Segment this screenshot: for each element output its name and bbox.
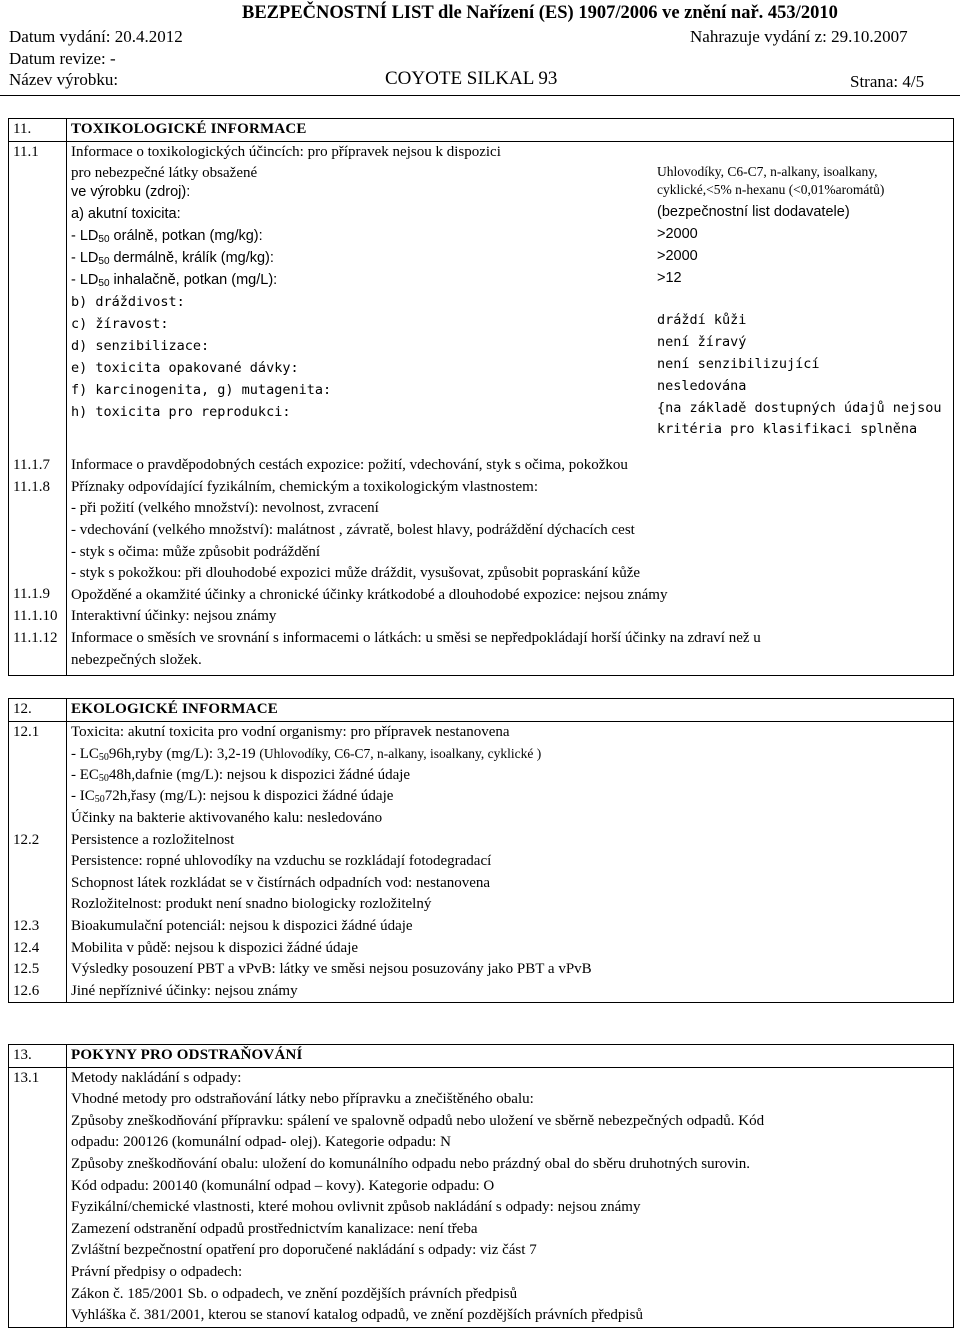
tox-label: d) senzibilizace: [71, 338, 210, 355]
section-13-body [67, 1067, 954, 1327]
page-number: Strana: 4/5 [850, 72, 925, 91]
tox-label: a) akutní toxicita: [71, 206, 181, 223]
section-11-number: 11. [9, 119, 67, 142]
toxicity-block [71, 163, 949, 455]
tox-value: >2000 [657, 226, 698, 243]
tox-label-ld50-dermal: - $LD_{50}$ dermálně, králík (mg/kg): [71, 250, 274, 268]
lc50-line: - $LC_{50}96h,ryby$ (mg/L): 3,2-19 (Uhlovodíky, C6-C7, n-alkany, isoalkany, cyklické ) [71, 746, 542, 764]
subsection-number: 12.1 [13, 723, 40, 740]
tox-label-ld50-oral: - $LD_{50}$ orálně, potkan (mg/kg): [71, 228, 263, 246]
subsection-number: 12.3 [13, 917, 40, 934]
subsection-number: 11.1.12 [13, 629, 58, 646]
disposal-line: Fyzikální/chemické vlastnosti, které mohou ovlivnit způsob nakládání s odpady: nejsou známy [71, 1199, 641, 1216]
tox-value: (bezpečnostní list dodavatele) [657, 204, 850, 221]
subsection-number: 12.4 [13, 939, 40, 956]
issue-date: Datum vydání: 20.4.2012 [9, 27, 183, 46]
section-12 [8, 698, 954, 1003]
disposal-line: Způsoby zneškodňování obalu: uložení do komunálního odpadu nebo prázdný obal do sběru druhotných surovin. [71, 1155, 751, 1172]
toxicity-title: Toxicita: akutní toxicita pro vodní organismy: pro přípravek nestanovena [71, 723, 510, 740]
ic50-line: - $IC_{50}72h,řasy$ (mg/L): nejsou k dispozici žádné údaje [71, 788, 394, 806]
mixture-info-line: Informace o směsích ve srovnání s informacemi o látkách: u směsi se nepředpokládají horší účinky na zdraví než u [71, 629, 761, 646]
subsection-number: 11.1.10 [13, 607, 58, 624]
delayed-effects: Opožděné a okamžité účinky a chronické účinky krátkodobé a dlouhodobé expozice: nejsou známy [71, 586, 668, 603]
tox-value: kritéria pro klasifikaci splněna [657, 421, 918, 438]
subsection-number: 12.6 [13, 982, 40, 999]
bacteria-effects: Účinky na bakterie aktivovaného kalu: nesledováno [71, 809, 383, 826]
tox-label: pro nebezpečné látky obsažené [71, 165, 258, 182]
tox-label: ve výrobku (zdroj): [71, 184, 191, 201]
tox-label-ld50-inhal: - $LD_{50}$ inhalačně, potkan (mg/L): [71, 272, 278, 290]
tox-label: c) žíravost: [71, 316, 169, 333]
tox-value: není žíravý [657, 334, 747, 351]
bioaccumulation: Bioakumulační potenciál: nejsou k dispozici žádné údaje [71, 917, 413, 934]
tox-value: {na základě dostupných údajů nejsou [657, 400, 942, 417]
subsection-number: 11.1.9 [13, 586, 50, 603]
section-12-subnumbers [9, 721, 67, 1003]
subsection-number: 12.2 [13, 831, 40, 848]
interactive-effects: Interaktivní účinky: nejsou známy [71, 608, 277, 625]
symptoms-line: - při požití (velkého množství): nevolnost, zvracení [71, 500, 379, 517]
mixture-info-line: nebezpečných složek. [71, 651, 202, 668]
persistence-line: Persistence a rozložitelnost [71, 831, 235, 848]
subsection-number: 13.1 [13, 1069, 40, 1086]
disposal-line: Metody nakládání s odpady: [71, 1069, 242, 1086]
other-effects: Jiné nepříznivé účinky: nejsou známy [71, 982, 298, 999]
persistence-line: Schopnost látek rozkládat se v čistírnách odpadních vod: nestanovena [71, 874, 491, 891]
document-title: BEZPEČNOSTNÍ LIST dle Nařízení (ES) 1907/2006 ve znění nař. 453/2010 [242, 3, 838, 23]
persistence-line: Persistence: ropné uhlovodíky na vzduchu se rozkládají fotodegradací [71, 853, 492, 870]
product-name: COYOTE SILKAL 93 [385, 68, 558, 89]
section-13 [8, 1044, 954, 1328]
disposal-line: Způsoby zneškodňování přípravku: spálení ve spalovně odpadů nebo uložení ve sběrně nebezpečných odpadů. Kód [71, 1112, 765, 1129]
tox-value: není senzibilizující [657, 356, 820, 373]
toxicity-values [657, 163, 957, 438]
header-divider [0, 95, 960, 96]
tox-value: dráždí kůži [657, 312, 747, 329]
symptoms-line: - styk s pokožkou: při dlouhodobé expozici může dráždit, vysušovat, způsobit popraskání kůže [71, 565, 641, 582]
exposure-routes: Informace o pravděpodobných cestách expozice: požití, vdechování, styk s očima, pokožkou [71, 457, 628, 474]
symptoms-line: - styk s očima: může způsobit podráždění [71, 543, 321, 560]
disposal-line: odpadu: 200126 (komunální odpad- olej). Kategorie odpadu: N [71, 1134, 451, 1151]
section-13-number: 13. [9, 1045, 67, 1068]
tox-value: Uhlovodíky, C6-C7, n-alkany, isoalkany, [657, 164, 878, 180]
disposal-line: Zákon č. 185/2001 Sb. o odpadech, ve znění pozdějších právních předpisů [71, 1285, 518, 1302]
tox-label: b) dráždivost: [71, 294, 185, 311]
tox-value: nesledována [657, 378, 747, 395]
tox-value: cyklické,<5% n-hexanu (<0,01%aromátů) [657, 182, 885, 198]
ec50-line: - $EC_{50}48h,dafnie$ (mg/L): nejsou k dispozici žádné údaje [71, 766, 411, 784]
symptoms-line: - vdechování (velkého množství): malátnost , závratě, bolest hlavy, podráždění dýchacích cest [71, 521, 635, 538]
section-13-title: POKYNY PRO ODSTRAŇOVÁNÍ [67, 1045, 954, 1068]
pbt-assessment: Výsledky posouzení PBT a vPvB: látky ve směsi nejsou posuzovány jako PBT a vPvB [71, 961, 592, 978]
disposal-line: Zamezení odstranění odpadů prostřednictvím kanalizace: není třeba [71, 1220, 478, 1237]
document-header [0, 0, 960, 100]
tox-value: >2000 [657, 248, 698, 265]
toxicology-intro: Informace o toxikologických účincích: pro přípravek nejsou k dispozici [71, 143, 501, 160]
section-12-number: 12. [9, 699, 67, 722]
product-label: Název výrobku: [9, 70, 119, 89]
section-11-body [67, 141, 954, 676]
section-11-subnumbers [9, 141, 67, 676]
subsection-number: 12.5 [13, 961, 40, 978]
section-11-title: TOXIKOLOGICKÉ INFORMACE [67, 119, 954, 142]
soil-mobility: Mobilita v půdě: nejsou k dispozici žádné údaje [71, 939, 359, 956]
tox-label: f) karcinogenita, g) mutagenita: [71, 382, 332, 399]
subsection-number: 11.1.8 [13, 478, 50, 495]
section-11 [8, 118, 954, 676]
persistence-line: Rozložitelnost: produkt není snadno biologicky rozložitelný [71, 896, 432, 913]
disposal-line: Právní předpisy o odpadech: [71, 1263, 243, 1280]
tox-label: h) toxicita pro reprodukci: [71, 404, 291, 421]
disposal-line: Kód odpadu: 200140 (komunální odpad – kovy). Kategorie odpadu: O [71, 1177, 495, 1194]
tox-value: >12 [657, 270, 682, 287]
tox-label: e) toxicita opakované dávky: [71, 360, 299, 377]
subsection-number: 11.1.7 [13, 457, 50, 474]
toxicity-labels [71, 163, 471, 421]
section-13-subnumbers [9, 1067, 67, 1327]
replaces-date: Nahrazuje vydání z: 29.10.2007 [690, 27, 908, 46]
revision-date: Datum revize: - [9, 49, 116, 68]
subsection-number: 11.1 [13, 143, 39, 160]
section-12-title: EKOLOGICKÉ INFORMACE [67, 699, 954, 722]
disposal-line: Vyhláška č. 381/2001, kterou se stanoví katalog odpadů, ve znění pozdějších právních předpisů [71, 1307, 643, 1324]
disposal-line: Zvláštní bezpečnostní opatření pro doporučené nakládání s odpady: viz část 7 [71, 1242, 537, 1259]
section-12-body [67, 721, 954, 1003]
disposal-line: Vhodné metody pro odstraňování látky nebo přípravku a znečištěného obalu: [71, 1091, 534, 1108]
symptoms-line: Příznaky odpovídající fyzikálním, chemickým a toxikologickým vlastnostem: [71, 478, 538, 495]
